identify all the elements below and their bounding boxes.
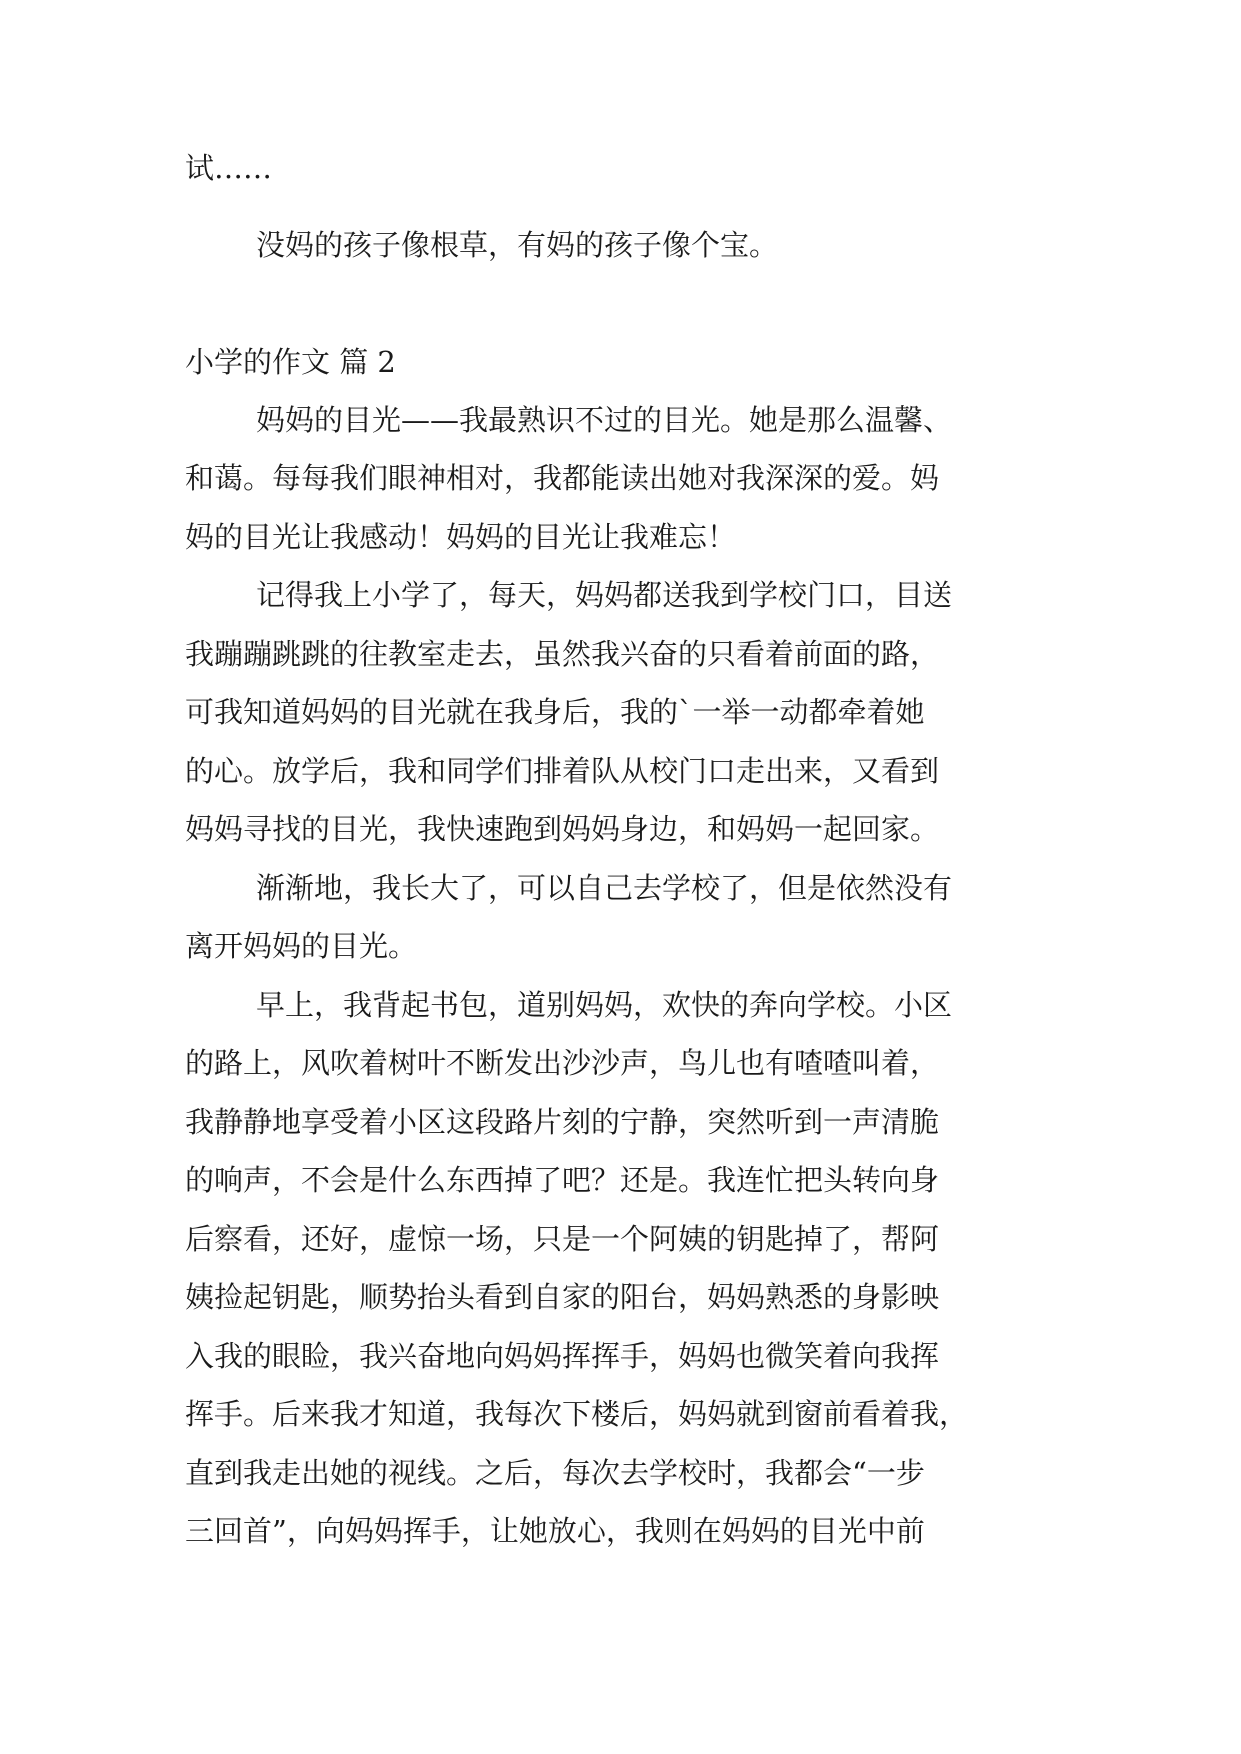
text-line: 妈的目光让我感动！妈妈的目光让我难忘！: [185, 520, 737, 554]
text-line: 试……: [185, 151, 273, 185]
text-line: 挥手。后来我才知道，我每次下楼后，妈妈就到窗前看着我，: [185, 1397, 969, 1431]
text-line: 的响声，不会是什么东西掉了吧？还是。我连忙把头转向身: [185, 1163, 940, 1197]
text-line: 没妈的孩子像根草，有妈的孩子像个宝。: [256, 228, 779, 262]
text-line: 直到我走出她的视线。之后，每次去学校时，我都会“一步: [185, 1456, 925, 1490]
text-line: 妈妈的目光——我最熟识不过的目光。她是那么温馨、: [256, 403, 953, 437]
text-line: 后察看，还好，虚惊一场，只是一个阿姨的钥匙掉了，帮阿: [185, 1222, 940, 1256]
text-line: 妈妈寻找的目光，我快速跑到妈妈身边，和妈妈一起回家。: [185, 812, 940, 846]
text-line: 渐渐地，我长大了，可以自己去学校了，但是依然没有: [256, 871, 953, 905]
section-heading: 小学的作文 篇 2: [185, 345, 396, 379]
text-line: 记得我上小学了，每天，妈妈都送我到学校门口，目送: [256, 578, 953, 612]
text-line: 三回首”，向妈妈挥手，让她放心，我则在妈妈的目光中前: [185, 1514, 925, 1548]
text-line: 早上，我背起书包，道别妈妈，欢快的奔向学校。小区: [256, 988, 953, 1022]
text-line: 的路上，风吹着树叶不断发出沙沙声，鸟儿也有喳喳叫着，: [185, 1046, 940, 1080]
text-line: 我蹦蹦跳跳的往教室走去，虽然我兴奋的只看着前面的路，: [185, 637, 940, 671]
text-line: 离开妈妈的目光。: [185, 929, 418, 963]
text-line: 的心。放学后，我和同学们排着队从校门口走出来，又看到: [185, 754, 940, 788]
text-line: 入我的眼睑，我兴奋地向妈妈挥挥手，妈妈也微笑着向我挥: [185, 1339, 940, 1373]
text-line: 我静静地享受着小区这段路片刻的宁静，突然听到一声清脆: [185, 1105, 940, 1139]
text-line: 和蔼。每每我们眼神相对，我都能读出她对我深深的爱。妈: [185, 461, 940, 495]
text-line: 姨捡起钥匙，顺势抬头看到自家的阳台，妈妈熟悉的身影映: [185, 1280, 940, 1314]
text-line: 可我知道妈妈的目光就在我身后，我的`一举一动都牵着她: [185, 695, 925, 729]
